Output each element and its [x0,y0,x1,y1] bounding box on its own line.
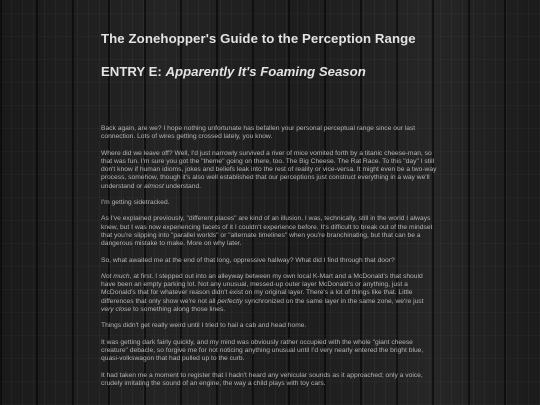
paragraph: As I've explained previously, "different places" are kind of an illusion. I was, technically, still in the world I always knew, but I was now experiencing facets of it I couldn't experience before. It's difficult to break out of the mindset that you're slipping into "parallel worlds" or "alternate timelines" when you're branchinating, but that can be a dangerous mistake to make. More on why later. [101,215,433,248]
entry-subtitle: Apparently It's Foaming Season [165,64,366,79]
page-title: The Zonehopper's Guide to the Perception Range [101,31,416,46]
paragraph: I'm getting sidetracked. [101,199,170,207]
paragraph-text: at first. I stepped out into an alleyway between my own local K-Mart and a McDonald's that should have been an empty parking lot. Not any unusual, messed-up outer layer McDonald's or anything, just a McDonald's that for whatever reason didn't exist on my original layer. There's a lot of things like that. Little differences that only show we're not all [101,272,423,305]
article [101,31,437,396]
paragraph: Things didn't get really weird until I tried to hail a cab and head home. [101,322,307,330]
paragraph: It had taken me a moment to register that I hadn't heard any vehicular sounds as it approached; only a voice, crudely imitating the sound of an engine, the way a child plays with toy cars. [101,371,423,387]
paragraph: Back again, are we? I hope nothing unfortunate has befallen your personal perceptual range since our last connection. Lots of wires getting crossed lately, you know. [101,125,416,141]
entry-heading [101,64,437,79]
article-body [101,125,437,388]
paragraph: It was getting dark fairly quickly, and my mind was obviously rather occupied with the whole "giant cheese creature" debacle, so forgive me for not noticing anything unusual until I'd very nearly entered the bright blue, quasi-volkswagon that had pulled up to the curb. [101,338,424,363]
paragraph-text: Where did we leave off? Well, I'd just narrowly survived a river of mice vomited forth by a titanic cheese-man, so that was fun. I'm sure you got the "theme" going on there, too. The Big Cheese. The Rat Race. To this "day" I still don't know if human idioms, jokes and beliefs leak into the rest of reality or vice-versa. It might even be a two-way process, somehow, though it's also well established that our perceptions just construct everything in a way we'll understand or [101,149,437,190]
paragraph-text: synchronized on the same layer in the same zone, we're just [242,297,424,305]
paragraph: So, what awaited me at the end of that long, oppressive hallway? What did I find through that door? [101,256,395,264]
emphasis-text: very close [101,306,132,314]
emphasis-text: perfectly [217,297,243,305]
emphasis-text: Not much, [101,272,132,280]
entry-label: ENTRY E: [101,64,162,79]
paragraph-text: understand. [163,182,202,190]
emphasis-text: almost [144,182,164,190]
paragraph-text: to something along those lines. [131,306,226,314]
paragraph [101,273,437,314]
paragraph [101,150,437,191]
